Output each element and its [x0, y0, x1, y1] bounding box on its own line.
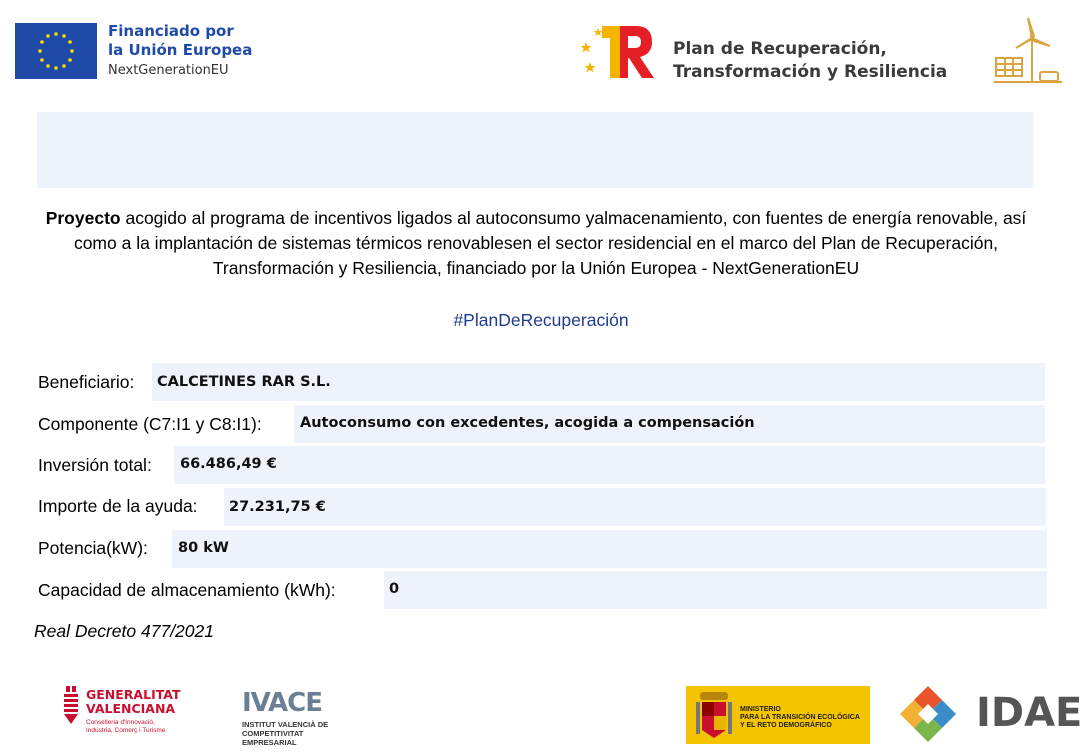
componente-label: Componente (C7:I1 y C8:I1):: [38, 413, 262, 434]
project-description: [30, 206, 1042, 281]
idae-logo: [884, 684, 1082, 746]
decree-label: Real Decreto 477/2021: [34, 621, 214, 641]
ivace-logo: [242, 688, 352, 746]
prtr-line2: Transformación y Resiliencia: [673, 62, 948, 82]
generalitat-title2: VALENCIANA: [86, 701, 176, 716]
generalitat-logo: [62, 684, 202, 746]
prtr-title: [673, 38, 947, 84]
ayuda-row: [38, 493, 198, 519]
ayuda-box: [224, 488, 1046, 526]
generalitat-sub1: Conselleria d'Innovació,: [86, 719, 155, 726]
potencia-box: [172, 530, 1047, 568]
ministerio-line3: Y EL RETO DEMOGRÁFICO: [740, 722, 832, 729]
beneficiario-row: [38, 369, 134, 395]
capacidad-box: [384, 571, 1047, 609]
capacidad-value: 0: [389, 581, 400, 597]
generalitat-sub: [86, 719, 206, 735]
eu-line1: Financiado por: [108, 22, 234, 40]
potencia-row: [38, 535, 148, 561]
ivace-sub: [242, 720, 352, 747]
project-lead: Proyecto: [45, 208, 121, 228]
ivace-sub2: COMPETITIVITAT EMPRESARIAL: [242, 729, 304, 747]
potencia-label: Potencia(kW):: [38, 537, 148, 558]
eu-line2: la Unión Europea: [108, 41, 253, 59]
top-banner: [37, 112, 1033, 188]
ivace-word: IVACE: [242, 688, 322, 718]
inversion-box: [174, 446, 1045, 484]
spain-coat-of-arms-icon: [694, 690, 734, 740]
generalitat-title1: GENERALITAT: [86, 687, 181, 702]
beneficiario-label: Beneficiario:: [38, 371, 135, 392]
capacidad-row: [38, 577, 336, 603]
ministerio-text: [740, 706, 868, 730]
project-text: acogido al programa de incentivos ligados al autoconsumo yalmacenamiento, con fuentes de energía renovable, así como a la implantación de sistemas térmicos renovablesen el sector residencial en el marco del Plan de Recuperación, Transformación y Resiliencia, financiado por la Unión Europea - NextGenerationEU: [73, 208, 1027, 278]
inversion-row: [38, 452, 152, 478]
generalitat-sub2: Indústria, Comerç i Turisme: [86, 727, 166, 734]
capacidad-label: Capacidad de almacenamiento (kWh):: [38, 579, 336, 600]
beneficiario-value: CALCETINES RAR S.L.: [157, 374, 331, 390]
ministerio-logo: [686, 686, 870, 744]
ministerio-line1: MINISTERIO: [740, 706, 781, 713]
inversion-label: Inversión total:: [38, 454, 152, 475]
ayuda-value: 27.231,75 €: [229, 499, 326, 515]
ayuda-label: Importe de la ayuda:: [38, 495, 198, 516]
idae-symbol-icon: [884, 684, 972, 746]
hashtag: #PlanDeRecuperación: [453, 310, 629, 330]
generalitat-shield-icon: [62, 686, 82, 726]
eu-funding-label: [108, 22, 252, 80]
componente-value: Autoconsumo con excedentes, acogida a compensación: [300, 415, 755, 431]
generalitat-title: [86, 688, 181, 716]
wind-solar-icon: [988, 16, 1066, 86]
prtr-logo-icon: [580, 20, 658, 82]
eu-flag-icon: [15, 23, 97, 79]
ministerio-line2: PARA LA TRANSICIÓN ECOLÓGICA: [740, 714, 860, 721]
ivace-sub1: INSTITUT VALENCIÀ DE: [242, 720, 329, 729]
inversion-value: 66.486,49 €: [180, 456, 277, 472]
prtr-line1: Plan de Recuperación,: [673, 39, 887, 59]
potencia-value: 80 kW: [178, 540, 229, 556]
eu-line3: NextGenerationEU: [108, 63, 229, 78]
idae-word: IDAE: [976, 690, 1082, 736]
componente-row: [38, 411, 262, 437]
